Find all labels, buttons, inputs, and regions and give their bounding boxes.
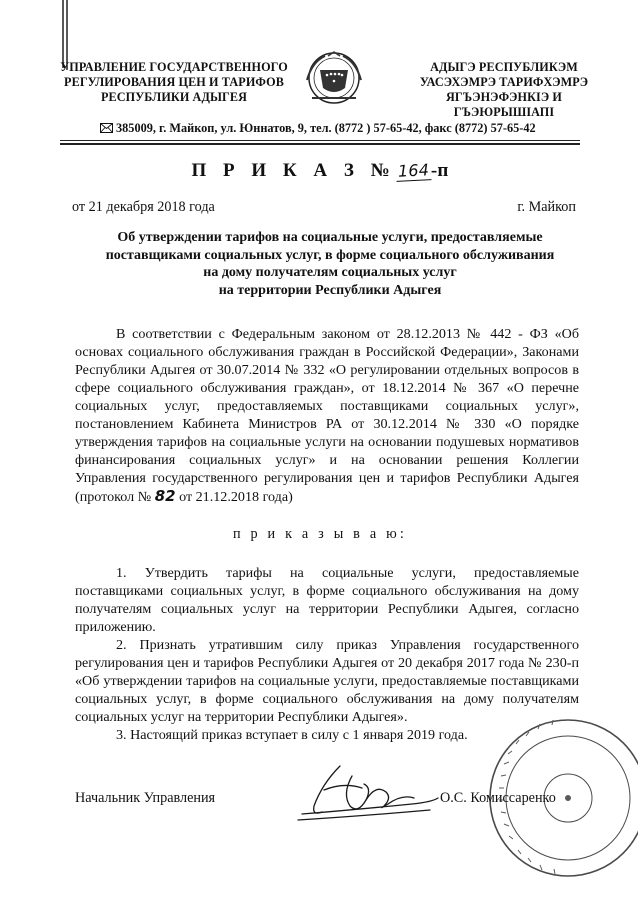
header-right-line: АДЫГЭ РЕСПУБЛИКЭМ xyxy=(430,60,578,74)
preamble-text-end: от 21.12.2018 года) xyxy=(175,489,293,505)
header-right-line: УАСЭХЭМРЭ ТАРИФХЭМРЭ xyxy=(419,75,589,89)
preamble-paragraph xyxy=(75,325,579,506)
header-right-org-name xyxy=(395,60,613,120)
envelope-icon xyxy=(100,123,113,133)
signatory-position: Начальник Управления xyxy=(75,790,216,806)
order-title xyxy=(0,160,640,182)
order-title-prefix: П Р И К А З № xyxy=(191,160,396,181)
order-item: 1. Утвердить тарифы на социальные услуги, предоставляемые поставщиками социальных услуг, в форме социального обслуживания на дому получателям социальных услуг на территории Республики Адыгея, согласно приложению. xyxy=(75,565,579,635)
header-rule-bottom xyxy=(60,143,580,145)
order-city: г. Майкоп xyxy=(517,199,576,215)
order-item: 2. Признать утратившим силу приказ Управления государственного регулирования цен и тарифов Республики Адыгея от 20 декабря 2017 года № 230-п «Об утверждении тарифов на социальные услуги, предоставляемые поставщиками социальных услуг, в форме социального обслуживания на дому получателям социальных услуг на территории Республики Адыгея». xyxy=(75,637,579,725)
header-left-org-name xyxy=(58,60,290,105)
header-left-line: УПРАВЛЕНИЕ ГОСУДАРСТВЕННОГО xyxy=(60,60,288,74)
header-left-line: РЕГУЛИРОВАНИЯ ЦЕН И ТАРИФОВ xyxy=(64,75,284,89)
subject-line: на дому получателям социальных услуг xyxy=(203,265,457,280)
signature-block xyxy=(75,790,585,807)
address-line xyxy=(100,121,600,136)
order-item: 3. Настоящий приказ вступает в силу с 1 января 2019 года. xyxy=(116,727,468,743)
address-text: 385009, г. Майкоп, ул. Юннатов, 9, тел. (8772 ) 57-65-42, факс (8772) 57-65-42 xyxy=(116,121,536,135)
subject-line: поставщиками социальных услуг, в форме социального обслуживания xyxy=(105,247,555,263)
preamble-text: В соответствии с Федеральным законом от 28.12.2013 № 442 - ФЗ «Об основах социального обслуживания граждан в Российской Федерации», Законами Республики Адыгея от 30.07.2014 № 332 «О регулировании отдельных вопросов в сфере социального обслуживания граждан», от 18.12.2014 № 367 «О перечне социальных услуг, предоставляемых поставщиками социальных услуг», постановлением Кабинета Министров РА от 30.12.2014 № 330 «О порядке утверждения тарифов на социальные услуги на основании подушевых нормативов финансирования социальных услуг» и на основании решения Коллегии Управления государственного регулирования цен и тарифов Республики Адыгея (протокол № xyxy=(75,326,579,505)
order-number: 164 xyxy=(395,160,431,182)
order-date: от 21 декабря 2018 года xyxy=(72,199,215,215)
order-word: п р и к а з ы в а ю: xyxy=(232,526,408,542)
subject-line: на территории Республики Адыгея xyxy=(218,282,442,298)
coat-of-arms-icon xyxy=(298,50,370,108)
header-left-line: РЕСПУБЛИКИ АДЫГЕЯ xyxy=(100,90,247,104)
header-rule-top xyxy=(60,140,580,141)
subject-line: Об утверждении тарифов на социальные услуги, предоставляемые xyxy=(117,230,543,245)
signatory-name: О.С. Комиссаренко xyxy=(440,790,556,806)
order-subject xyxy=(80,229,580,299)
header-right-line: ЯГЪЭНЭФЭНКІЭ И ГЪЭЮРЫШІАПІ xyxy=(446,90,562,119)
protocol-number-handwritten: 82 xyxy=(154,487,176,505)
order-title-suffix: -п xyxy=(430,160,449,181)
date-line xyxy=(72,199,576,216)
